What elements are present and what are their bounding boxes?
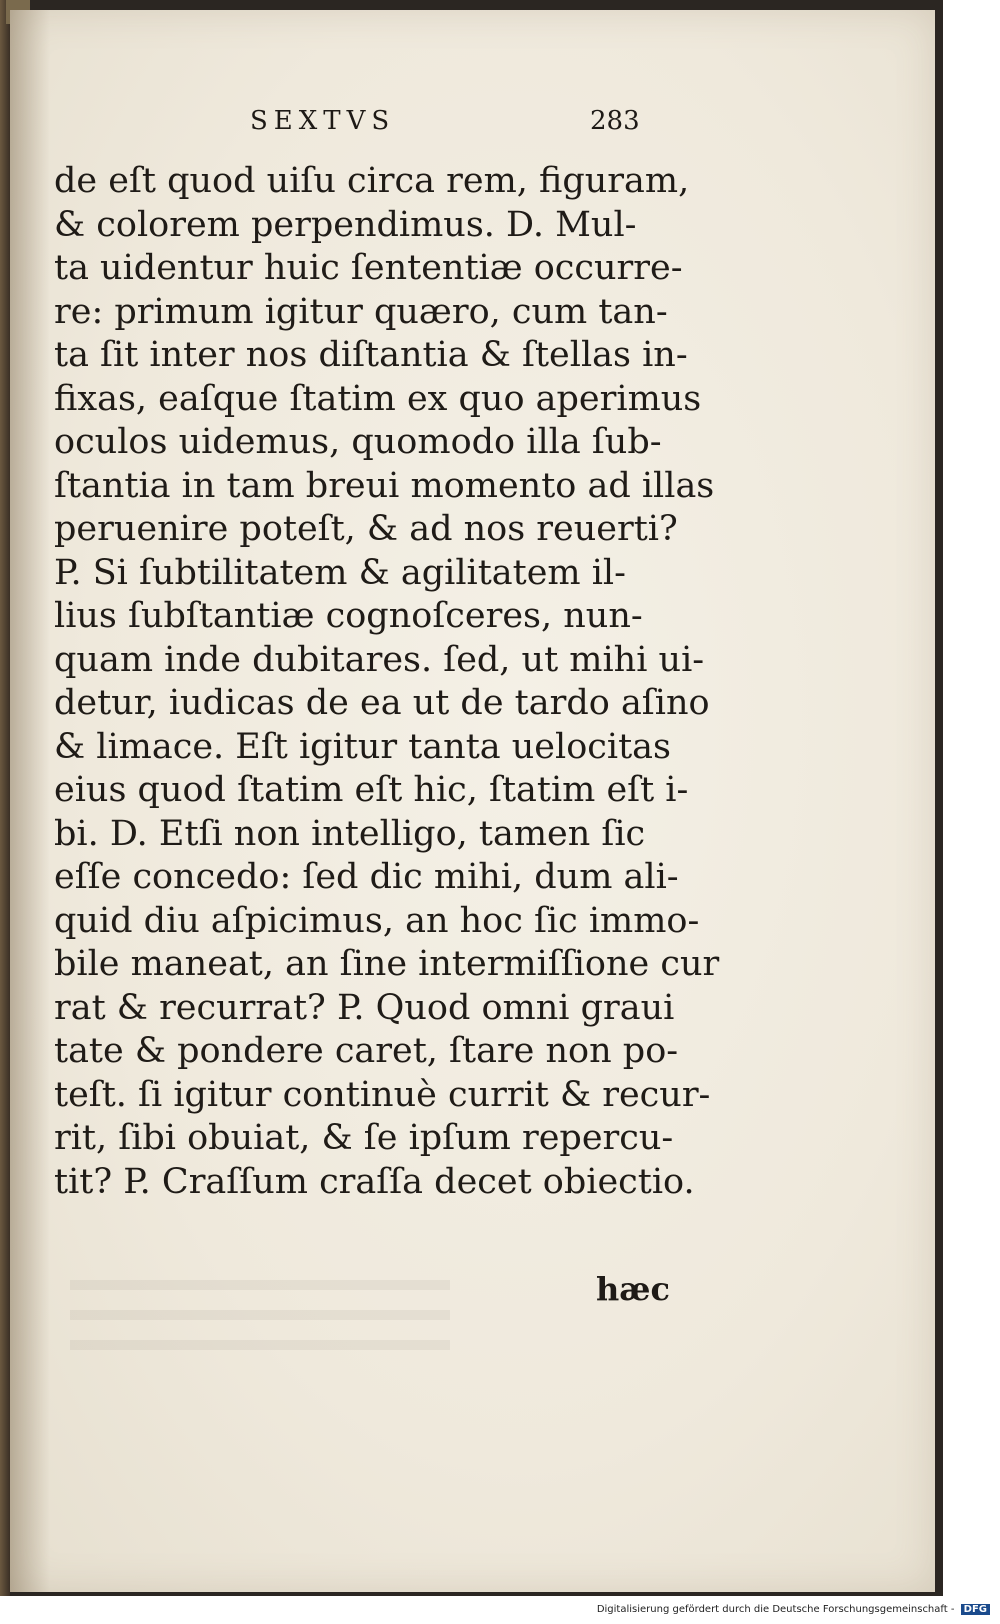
text-line: & limace. Eſt igitur tanta uelocitas — [54, 726, 671, 767]
book-spine-edge — [0, 0, 10, 1596]
book-page — [10, 10, 935, 1592]
text-line: rit, ſibi obuiat, & ſe ipſum repercu- — [54, 1118, 674, 1158]
gutter-shadow — [10, 10, 50, 1592]
body-text — [54, 160, 720, 1204]
text-line: eius quod ſtatim eſt hic, ſtatim eſt i- — [54, 770, 689, 810]
page-number: 283 — [590, 106, 640, 136]
text-line: & colorem perpendimus. D. Mul- — [54, 204, 637, 245]
text-line: oculos uidemus, quomodo illa ſub- — [54, 422, 662, 462]
text-line: bi. D. Etſi non intelligo, tamen ſic — [54, 813, 646, 854]
ink-bleed-through — [70, 1280, 450, 1360]
text-line: ta ſit inter nos diſtantia & ſtellas in- — [54, 335, 688, 375]
digitization-credit — [597, 1604, 990, 1615]
running-head — [10, 106, 935, 146]
text-line: lius ſubſtantiæ cognoſceres, nun- — [54, 596, 643, 636]
text-line: teſt. ſi igitur continuè currit & recur- — [54, 1074, 711, 1115]
credit-text: Digitalisierung gefördert durch die Deutsche Forschungsgemeinschaft - — [596, 1604, 955, 1615]
text-line: bile maneat, an ſine intermiſſione cur — [54, 944, 720, 984]
text-line: detur, iudicas de ea ut de tardo aſino — [54, 683, 710, 723]
text-line: rat & recurrat? P. Quod omni graui — [54, 987, 675, 1028]
text-line: quid diu aſpicimus, an hoc ſic immo- — [54, 900, 700, 941]
text-line: P. Si ſubtilitatem & agilitatem il- — [54, 552, 626, 593]
catchword: hæc — [596, 1270, 670, 1308]
text-line: ta uidentur huic ſententiæ occurre- — [54, 248, 683, 288]
running-title: SEXTVS — [250, 106, 396, 136]
text-line: ſtantia in tam breui momento ad illas — [54, 465, 715, 506]
text-line: re: primum igitur quæro, cum tan- — [54, 291, 668, 332]
text-line: de eſt quod uiſu circa rem, figuram, — [54, 161, 690, 201]
text-line: tit? P. Craſſum craſſa decet obiectio. — [54, 1161, 695, 1202]
text-line: fixas, eaſque ſtatim ex quo aperimus — [54, 378, 702, 419]
text-line: peruenire poteſt, & ad nos reuerti? — [54, 509, 678, 549]
text-line: eſſe concedo: ſed dic mihi, dum ali- — [54, 857, 679, 897]
dfg-logo-badge: DFG — [961, 1604, 990, 1615]
text-line: tate & pondere caret, ſtare non po- — [54, 1031, 679, 1071]
text-line: quam inde dubitares. ſed, ut mihi ui- — [54, 639, 705, 680]
